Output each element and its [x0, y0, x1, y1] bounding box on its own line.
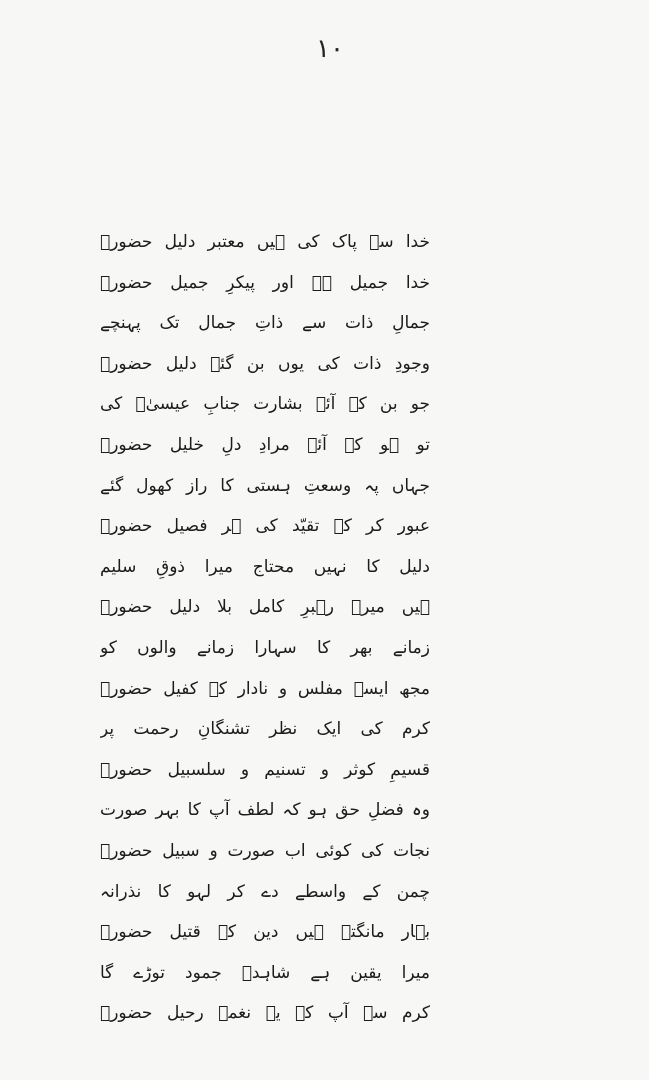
- couplet: [100, 303, 430, 384]
- verse-line: میرا یقین ہے شاہدؔ جمود توڑے گا: [100, 962, 430, 983]
- couplet: [100, 953, 430, 1034]
- verse-line: قسیمِ کوثر و تسنیم و سلسبیل حضورؐ: [100, 759, 430, 780]
- verse-line: خدا جمیل ہے اور پیکرِ جمیل حضورؐ: [100, 272, 430, 293]
- verse-line: نجات کی کوئی اب صورت و سبیل حضورؐ: [100, 840, 430, 861]
- verse-line: بہار مانگتے ہیں دین کے قتیل حضورؐ: [100, 922, 430, 943]
- couplet: [100, 466, 430, 547]
- couplet: [100, 222, 430, 303]
- verse-line: جو بن کے آئے بشارت جنابِ عیسیٰؑ کی: [100, 394, 430, 415]
- couplet: [100, 790, 430, 871]
- couplet: [100, 384, 430, 465]
- verse-line: جمالِ ذات سے ذاتِ جمال تک پہنچے: [100, 313, 430, 334]
- verse-line: مجھ ایسے مفلس و نادار کے کفیل حضورؐ: [100, 678, 430, 699]
- verse-line: کرم سے آپ کے یہ نغمۂ رحیل حضورؐ: [100, 1003, 430, 1024]
- verse-line: تو ہو کے آئے مرادِ دلِ خلیل حضورؐ: [100, 434, 430, 455]
- couplet: [100, 628, 430, 709]
- verse-line: وجودِ ذات کی یوں بن گئے دلیل حضورؐ: [100, 353, 430, 374]
- couplet: [100, 709, 430, 790]
- verse-line: جہاں پہ وسعتِ ہستی کا راز کھول گئے: [100, 475, 430, 496]
- couplet: [100, 547, 430, 628]
- verse-line: زمانے بھر کا سہارا زمانے والوں کو: [100, 637, 430, 658]
- page-number: ۱۰: [316, 34, 344, 64]
- verse-line: ہیں میرے رہبرِ کامل بلا دلیل حضورؐ: [100, 597, 430, 618]
- verse-line: دلیل کا نہیں محتاج میرا ذوقِ سلیم: [100, 556, 430, 577]
- verse-line: وہ فضلِ حق ہو کہ لطف آپ کا بہر صورت: [100, 800, 430, 821]
- verse-line: عبور کر کے تقیّد کی ہر فصیل حضورؐ: [100, 516, 430, 537]
- verse-line: چمن کے واسطے دے کر لہو کا نذرانہ: [100, 881, 430, 902]
- verse-line: خدا سے پاک کی ہیں معتبر دلیل حضورؐ: [100, 232, 430, 252]
- poem-block: [100, 222, 430, 1034]
- couplet: [100, 872, 430, 953]
- verse-line: کرم کی ایک نظر تشنگانِ رحمت پر: [100, 719, 430, 740]
